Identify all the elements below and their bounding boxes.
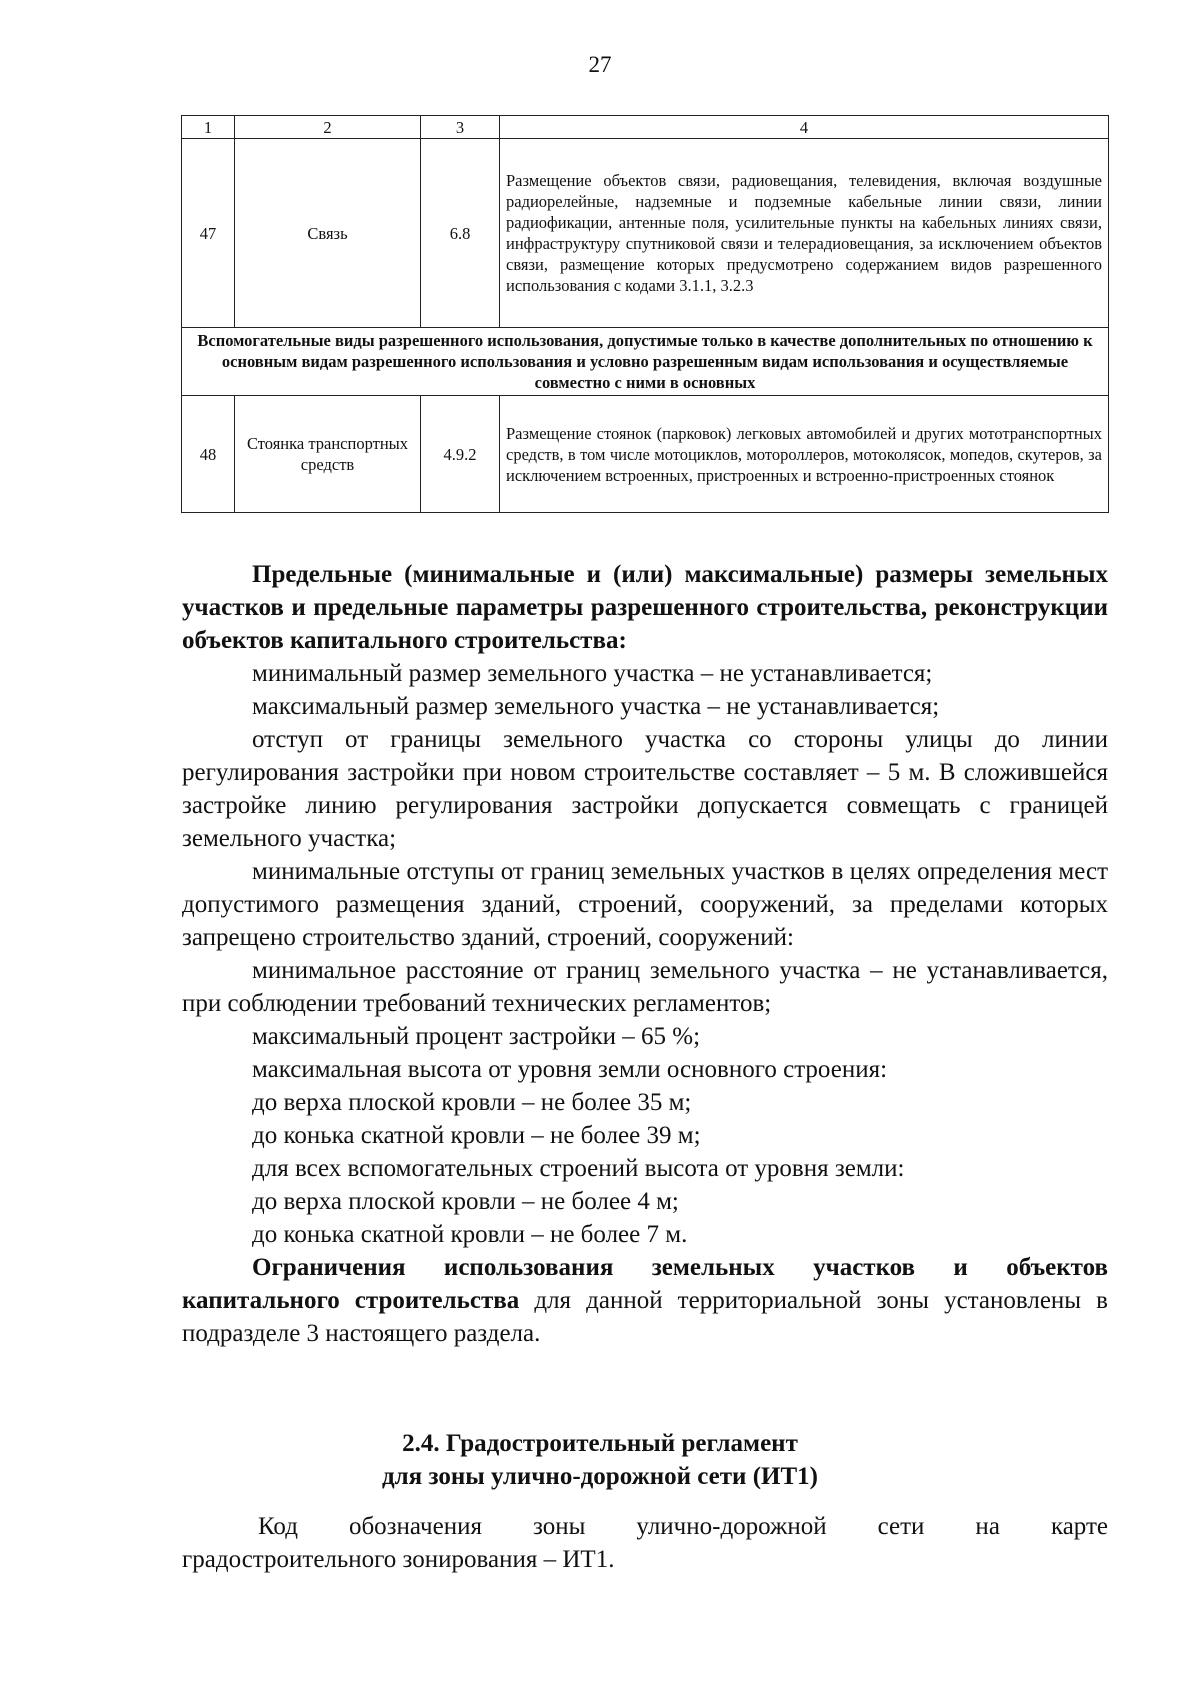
- row-number: 48: [182, 396, 235, 513]
- section-heading: Предельные (минимальные и (или) максимальные) размеры земельных участков и предельные параметры разрешенного строительства, реконструкции объектов капитального строительства:: [182, 561, 1108, 654]
- parameters-section: [182, 558, 1108, 1350]
- use-type-code: 4.9.2: [421, 396, 500, 513]
- parameter-item: до конька скатной кровли – не более 7 м.: [252, 1221, 688, 1248]
- restrictions-text: для данной территориальной зоны установлены в подразделе 3 настоящего раздела.: [182, 1287, 1108, 1347]
- table-row: [182, 396, 1109, 513]
- parameter-item: отступ от границы земельного участка со стороны улицы до линии регулирования застройки при новом строительстве составляет – 5 м. В сложившейся застройке линию регулирования застройки допускается совмещать с границей земельного участка;: [182, 726, 1108, 852]
- parameter-item: максимальный процент застройки – 65 %;: [252, 1023, 701, 1050]
- header-cell: 2: [235, 116, 421, 139]
- row-number: 47: [182, 139, 235, 328]
- subsection-title-line2: для зоны улично-дорожной сети (ИТ1): [382, 1463, 818, 1490]
- zone-code-line1: Код обозначения зоны улично-дорожной сети на карте: [258, 1513, 1108, 1540]
- land-use-table: [181, 115, 1109, 513]
- use-type-name: Стоянка транспортных средств: [235, 396, 421, 513]
- use-type-name: Связь: [235, 139, 421, 328]
- header-cell: 1: [182, 116, 235, 139]
- restrictions-paragraph: [182, 1251, 1108, 1350]
- page-number: 27: [588, 52, 612, 77]
- table-subheading-row: [182, 328, 1109, 396]
- parameter-item: для всех вспомогательных строений высота от уровня земли:: [252, 1155, 905, 1182]
- parameter-item: минимальные отступы от границ земельных участков в целях определения мест допустимого размещения зданий, строений, сооружений, за пределами которых запрещено строительство зданий, строений, сооружений:: [182, 858, 1108, 951]
- parameter-item: минимальное расстояние от границ земельного участка – не устанавливается, при соблюдении требований технических регламентов;: [182, 957, 1108, 1017]
- parameter-item: до верха плоской кровли – не более 4 м;: [252, 1188, 679, 1215]
- use-type-code: 6.8: [421, 139, 500, 328]
- parameter-item: до конька скатной кровли – не более 39 м;: [252, 1122, 701, 1149]
- parameter-item: до верха плоской кровли – не более 35 м;: [252, 1089, 692, 1116]
- restrictions-bold: Ограничения использования земельных участков и объектов капитального строительства: [182, 1254, 1108, 1314]
- table-header-row: [182, 116, 1109, 139]
- zone-code-paragraph: [182, 1510, 1108, 1576]
- subsection-title-line1: 2.4. Градостроительный регламент: [402, 1430, 798, 1457]
- zone-code-line2: градостроительного зонирования – ИТ1.: [182, 1546, 615, 1573]
- parameter-item: максимальный размер земельного участка – не устанавливается;: [252, 693, 940, 720]
- auxiliary-uses-subheading: Вспомогательные виды разрешенного использования, допустимые только в качестве дополнительных по отношению к основным видам разрешенного использования и условно разрешенным видам использования и осуществляемые совместно с ними в основных: [182, 328, 1109, 396]
- table-row: [182, 139, 1109, 328]
- use-type-description: Размещение стоянок (парковок) легковых автомобилей и других мототранспортных средств, в том числе мотоциклов, мотороллеров, мотоколясок, мопедов, скутеров, за исключением встроенных, пристроенных и встроенно-пристроенных стоянок: [500, 396, 1109, 513]
- parameter-item: минимальный размер земельного участка – не устанавливается;: [252, 660, 933, 687]
- parameter-item: максимальная высота от уровня земли основного строения:: [252, 1056, 888, 1083]
- header-cell: 4: [500, 116, 1109, 139]
- header-cell: 3: [421, 116, 500, 139]
- use-type-description: Размещение объектов связи, радиовещания, телевидения, включая воздушные радиорелейные, надземные и подземные кабельные линии связи, линии радиофикации, антенные поля, усилительные пункты на кабельных линиях связи, инфраструктуру спутниковой связи и телерадиовещания, за исключением объектов связи, размещение которых предусмотрено содержанием видов разрешенного использования с кодами 3.1.1, 3.2.3: [500, 139, 1109, 328]
